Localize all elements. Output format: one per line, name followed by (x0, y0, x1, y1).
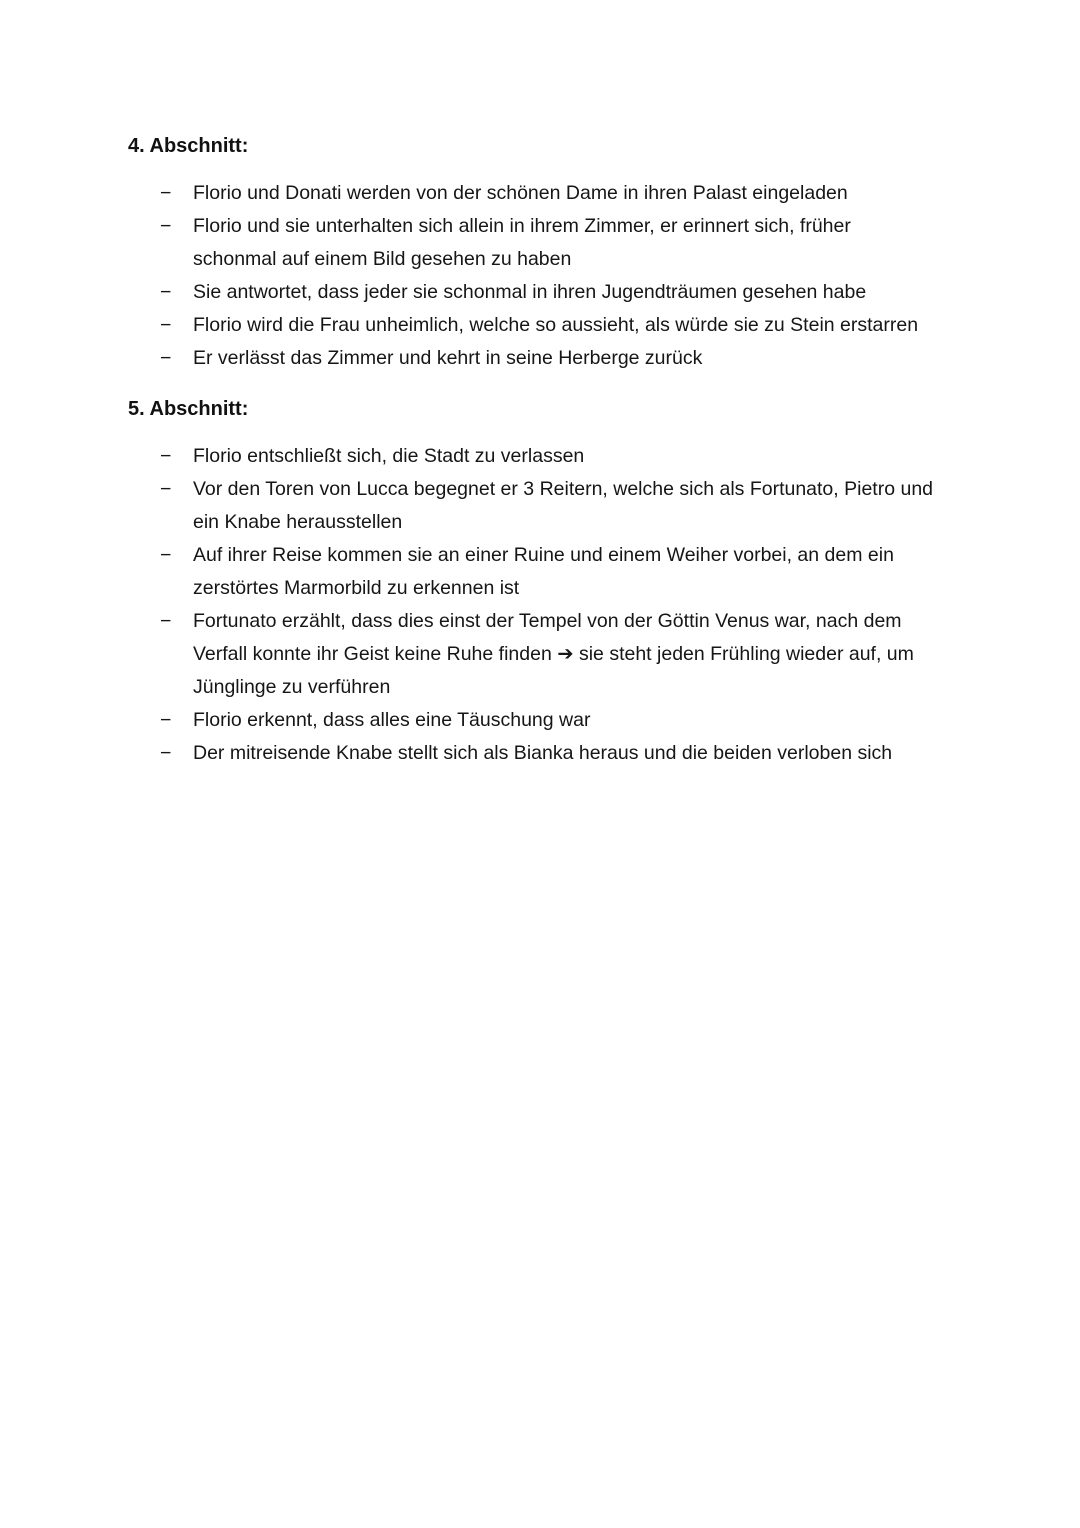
dash-bullet: − (160, 347, 172, 369)
section-heading: 5. Abschnitt: (128, 398, 249, 420)
list-item (160, 210, 950, 276)
list-item (160, 177, 950, 210)
list-item (160, 440, 950, 473)
section-heading: 4. Abschnitt: (128, 135, 249, 157)
bullet-list (128, 177, 950, 375)
list-item (160, 605, 950, 704)
bullet-text: Florio wird die Frau unheimlich, welche so aussieht, als würde sie zu Stein erstarren (193, 314, 919, 336)
list-item (160, 704, 950, 737)
dash-bullet: − (160, 742, 172, 764)
list-item (160, 473, 950, 539)
dash-bullet: − (160, 314, 172, 336)
bullet-text: Fortunato erzählt, dass dies einst der Tempel von der Göttin Venus war, nach dem Verfall konnte ihr Geist keine Ruhe finden ➔ sie steht jeden Frühling wieder auf, um Jünglinge zu verführen (193, 610, 914, 698)
bullet-text: Sie antwortet, dass jeder sie schonmal in ihren Jugendträumen gesehen habe (193, 281, 867, 303)
dash-bullet: − (160, 215, 172, 237)
bullet-text: Vor den Toren von Lucca begegnet er 3 Reitern, welche sich als Fortunato, Pietro und ein Knabe herausstellen (193, 478, 934, 533)
list-item (160, 276, 950, 309)
list-item (160, 342, 950, 375)
list-item (160, 539, 950, 605)
bullet-text: Er verlässt das Zimmer und kehrt in seine Herberge zurück (193, 347, 703, 369)
section-abschnitt-5 (128, 393, 950, 770)
bullet-text: Florio erkennt, dass alles eine Täuschung war (193, 709, 591, 731)
dash-bullet: − (160, 281, 172, 303)
list-item (160, 737, 950, 770)
dash-bullet: − (160, 445, 172, 467)
bullet-list (128, 440, 950, 770)
dash-bullet: − (160, 182, 172, 204)
list-item (160, 309, 950, 342)
section-abschnitt-4 (128, 130, 950, 375)
bullet-text: Auf ihrer Reise kommen sie an einer Ruine und einem Weiher vorbei, an dem ein zerstörtes Marmorbild zu erkennen ist (193, 544, 894, 599)
dash-bullet: − (160, 709, 172, 731)
bullet-text: Florio und sie unterhalten sich allein in ihrem Zimmer, er erinnert sich, früher schonmal auf einem Bild gesehen zu haben (193, 215, 851, 270)
bullet-text: Der mitreisende Knabe stellt sich als Bianka heraus und die beiden verloben sich (193, 742, 893, 764)
dash-bullet: − (160, 544, 172, 566)
dash-bullet: − (160, 610, 172, 632)
bullet-text: Florio und Donati werden von der schönen Dame in ihren Palast eingeladen (193, 182, 848, 204)
dash-bullet: − (160, 478, 172, 500)
bullet-text: Florio entschließt sich, die Stadt zu verlassen (193, 445, 585, 467)
